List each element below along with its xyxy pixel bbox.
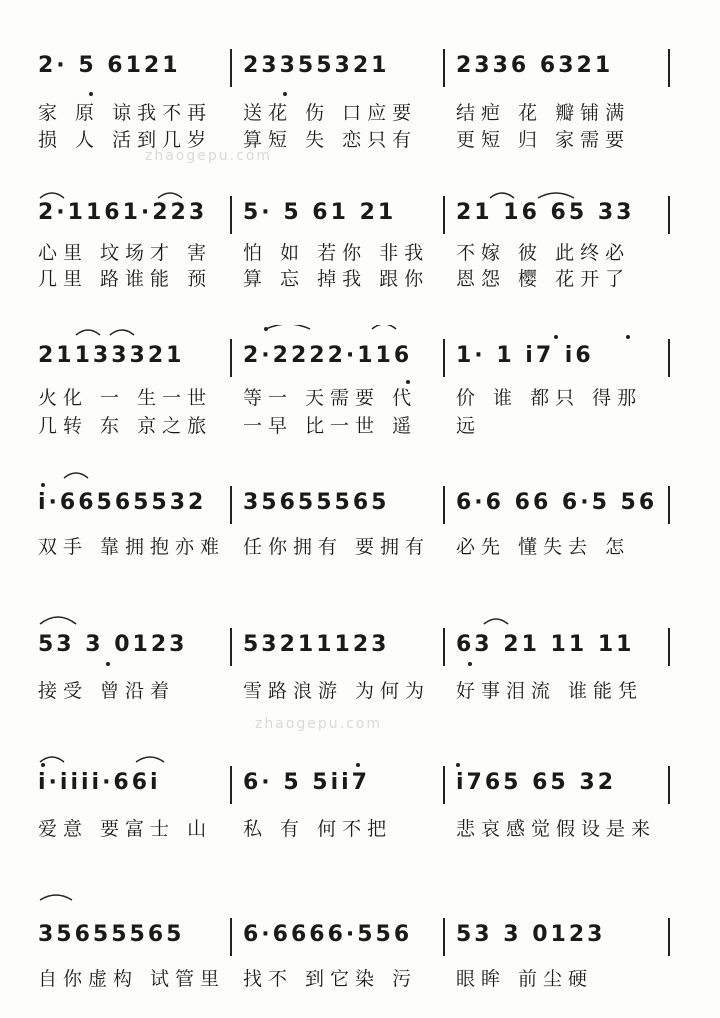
barline [443, 339, 445, 377]
slur-marks [0, 888, 720, 1018]
measure: 5· 5 61 21 [243, 200, 397, 225]
music-row [0, 45, 720, 175]
barline [443, 196, 445, 234]
measure: 23355321 [243, 53, 390, 78]
lyric: 怕 如 若你 非我 [243, 242, 430, 264]
measure: 2336 6321 [456, 53, 614, 78]
measure: i·iiii·66i [38, 770, 161, 795]
barline [230, 628, 232, 666]
barline [668, 339, 670, 377]
barline [668, 49, 670, 87]
barline [230, 766, 232, 804]
barline [230, 918, 232, 956]
music-row [0, 470, 720, 600]
lyric: 雪路浪游 为何为 [243, 680, 431, 702]
measure: 21133321 [38, 343, 185, 368]
lyric: 悲哀感觉假设是来 [456, 818, 657, 840]
barline [230, 486, 232, 524]
measure: 53211123 [243, 632, 390, 657]
lyric: 好事泪流 谁能凭 [456, 680, 644, 702]
lyric: 结疤 花 瓣铺满 [456, 102, 631, 124]
lyric: 几转 东 京之旅 [38, 415, 213, 437]
lyric: 家 原 谅我不再 [38, 102, 213, 124]
lyric: 爱意 要富士 山 [38, 818, 213, 840]
measure: 35655565 [38, 922, 185, 947]
lyric: 不嫁 彼 此终必 [456, 242, 631, 264]
measure: 21 16 65 33 [456, 200, 635, 225]
barline [443, 628, 445, 666]
lyric: 算短 失 恋只有 [243, 129, 418, 151]
music-row [0, 325, 720, 455]
lyric: 等一 天需要 代 [243, 387, 418, 409]
barline [668, 918, 670, 956]
measure: 6· 5 5ii7 [243, 770, 370, 795]
barline [668, 196, 670, 234]
barline [230, 49, 232, 87]
lyric: 一早 比一世 遥 [243, 415, 418, 437]
watermark: zhaogepu.com [145, 148, 272, 164]
music-row [0, 190, 720, 320]
watermark: zhaogepu.com [255, 716, 382, 732]
barline [668, 628, 670, 666]
music-row [0, 752, 720, 882]
barline [443, 486, 445, 524]
measure: 1· 1 i7 i6 [456, 343, 594, 368]
lyric: 损 人 活到几岁 [38, 129, 213, 151]
lyric: 火化 一 生一世 [38, 387, 213, 409]
lyric: 远 [456, 415, 482, 437]
lyric: 接受 曾沿着 [38, 680, 176, 702]
lyric: 算 忘 掉我 跟你 [243, 268, 430, 290]
barline [443, 918, 445, 956]
barline [443, 49, 445, 87]
lyric: 恩怨 樱 花开了 [456, 268, 631, 290]
measure: 35655565 [243, 490, 390, 515]
lyric: 眼眸 前尘硬 [456, 968, 594, 990]
lyric: 找不 到它染 污 [243, 968, 418, 990]
measure: 2·1161·223 [38, 200, 208, 225]
measure: i·66565532 [38, 490, 207, 515]
measure: 53 3 0123 [456, 922, 606, 947]
barline [230, 339, 232, 377]
lyric: 自你虚构 试管里 [38, 968, 226, 990]
lyric: 必先 懂失去 怎 [456, 536, 631, 558]
lyric: 心里 坟场才 害 [38, 242, 213, 264]
measure: 2· 5 6121 [38, 53, 181, 78]
measure: 53 3 0123 [38, 632, 188, 657]
lyric: 任你拥有 要拥有 [243, 536, 431, 558]
barline [230, 196, 232, 234]
measure: 6·6 66 6·5 56 [456, 490, 658, 515]
measure: i765 65 32 [456, 770, 617, 795]
lyric: 几里 路谁能 预 [38, 268, 213, 290]
measure: 2·2222·116 [243, 343, 413, 368]
measure: 63 21 11 11 [456, 632, 635, 657]
lyric: 更短 归 家需要 [456, 129, 631, 151]
barline [668, 486, 670, 524]
barline [668, 766, 670, 804]
lyric: 私 有 何不把 [243, 818, 393, 840]
lyric: 双手 靠拥抱亦难 [38, 536, 226, 558]
music-row [0, 888, 720, 1018]
barline [443, 766, 445, 804]
lyric: 价 谁 都只 得那 [456, 387, 643, 409]
measure: 6·6666·556 [243, 922, 413, 947]
lyric: 送花 伤 口应要 [243, 102, 418, 124]
music-row [0, 612, 720, 742]
